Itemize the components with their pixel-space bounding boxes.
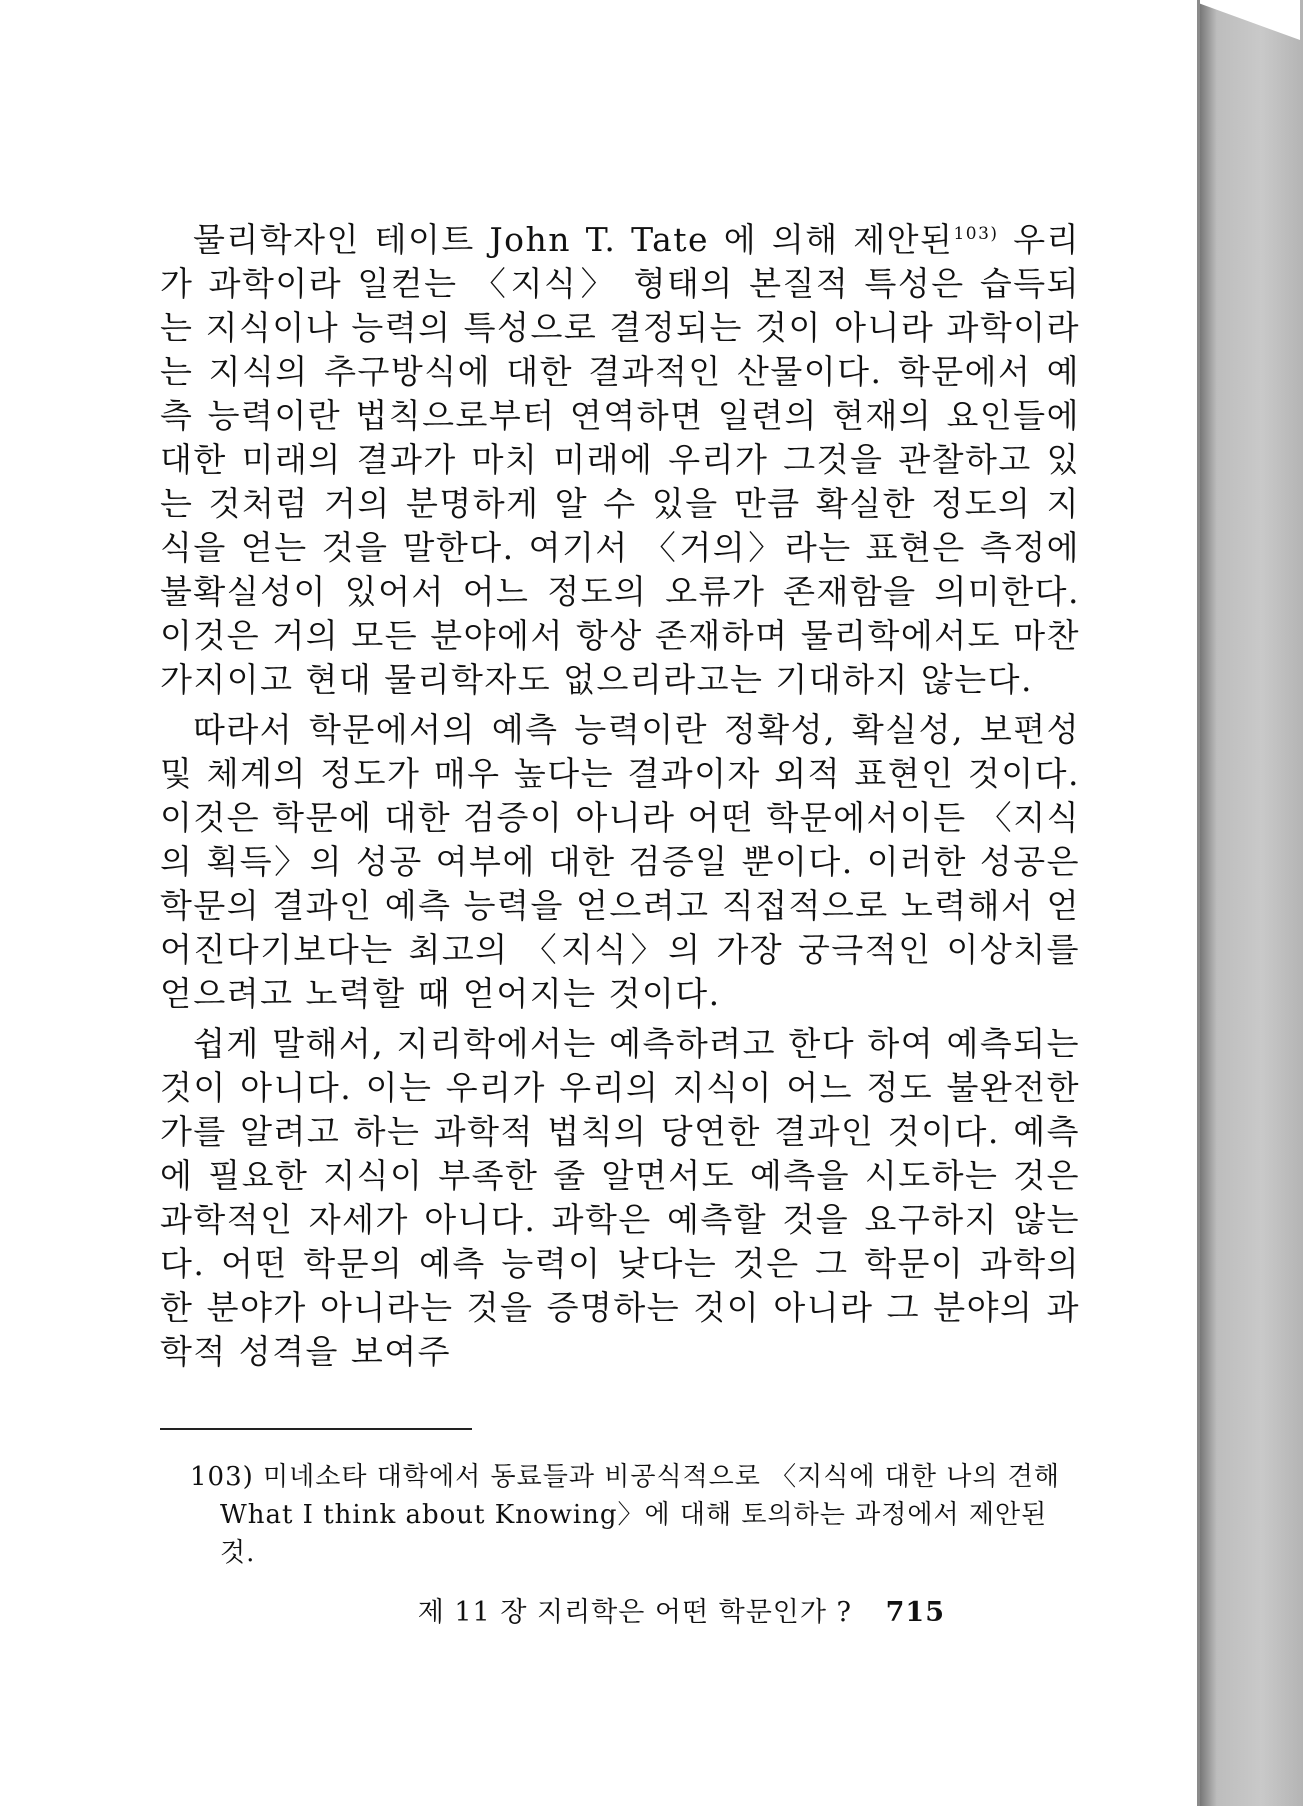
paragraph-3: 쉽게 말해서, 지리학에서는 예측하려고 한다 하여 예측되는 것이 아니다. 이는 우리가 우리의 지식이 어느 정도 불완전한가를 알려고 하는 과학적 법칙의 당연한 결과인 것이다. 예측에 필요한 지식이 부족한 줄 알면서도 예측을 시도하는 것은 과학적인 자세가 아니다. 과학은 예측할 것을 요구하지 않는다. 어떤 학문의 예측 능력이 낮다는 것은 그 학문이 과학의 한 분야가 아니라는 것을 증명하는 것이 아니라 그 분야의 과학적 성격을 보여주 xyxy=(160,1024,1080,1371)
paragraph-1-start: 물리학자인 테이트 John T. Tate 에 의해 제안된 xyxy=(193,220,954,259)
footnote-reference: 103) xyxy=(953,224,999,244)
book-page-edge xyxy=(1198,0,1303,1806)
footnote xyxy=(190,1458,1090,1572)
running-footer xyxy=(418,1590,945,1629)
page-edge-corner xyxy=(1190,0,1300,40)
paragraph-1 xyxy=(160,218,1080,702)
body-text xyxy=(160,218,1080,1380)
footnote-line-1: 103) 미네소타 대학에서 동료들과 비공식적으로 〈지식에 대한 나의 견해 xyxy=(190,1462,1061,1492)
paragraph-1-rest: 우리가 과학이라 일컫는 〈지식〉 형태의 본질적 특성은 습득되는 지식이나 능력의 특성으로 결정되는 것이 아니라 과학이라는 지식의 추구방식에 대한 결과적인 산물이다. 학문에서 예측 능력이란 법칙으로부터 연역하면 일련의 현재의 요인들에 대한 미래의 결과가 마치 미래에 우리가 그것을 관찰하고 있는 것처럼 거의 분명하게 알 수 있을 만큼 확실한 정도의 지식을 얻는 것을 말한다. 여기서 〈거의〉라는 표현은 측정에 불확실성이 있어서 어느 정도의 오류가 존재함을 의미한다. 이것은 거의 모든 분야에서 항상 존재하며 물리학에서도 마찬가지이고 현대 물리학자도 없으리라고는 기대하지 않는다. xyxy=(160,220,1080,699)
page-number: 715 xyxy=(885,1597,945,1628)
chapter-title: 제 11 장 지리학은 어떤 학문인가 ? xyxy=(417,1597,853,1628)
paragraph-2: 따라서 학문에서의 예측 능력이란 정확성, 확실성, 보편성 및 체계의 정도가 매우 높다는 결과이자 외적 표현인 것이다. 이것은 학문에 대한 검증이 아니라 어떤 학문에서이든 〈지식의 획득〉의 성공 여부에 대한 검증일 뿐이다. 이러한 성공은 학문의 결과인 예측 능력을 얻으려고 직접적으로 노력해서 얻어진다기보다는 최고의 〈지식〉의 가장 궁극적인 이상치를 얻으려고 노력할 때 얻어지는 것이다. xyxy=(160,710,1080,1013)
footnote-separator xyxy=(160,1428,472,1430)
footnote-line-2: What I think about Knowing〉에 대해 토의하는 과정에서 제안된 것. xyxy=(220,1500,1048,1568)
